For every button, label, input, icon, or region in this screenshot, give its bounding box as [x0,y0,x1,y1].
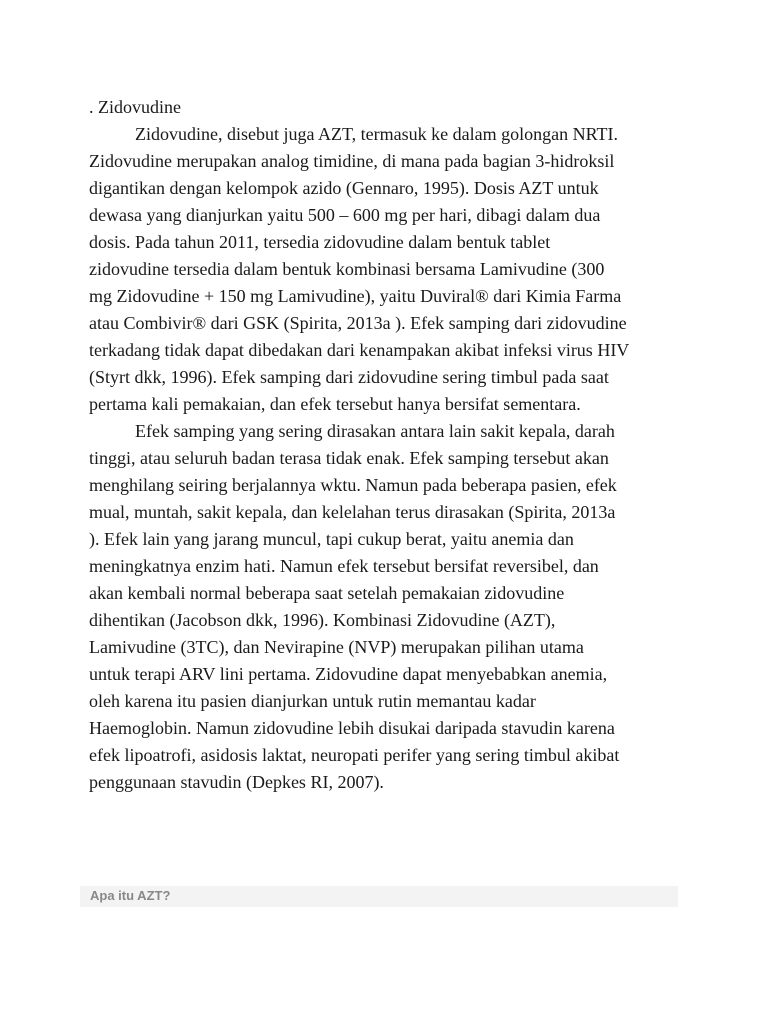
paragraph-2: Efek samping yang sering dirasakan antara lain sakit kepala, darah tinggi, atau seluruh badan terasa tidak enak. Efek samping tersebut akan menghilang seiring berjalannya wktu. Namun pada beberapa pasien, efek mual, muntah, sakit kepala, dan kelelahan terus dirasakan (Spirita, 2013a ). Efek lain yang jarang muncul, tapi cukup berat, yaitu anemia dan meningkatnya enzim hati. Namun efek tersebut bersifat reversibel, dan akan kembali normal beberapa saat setelah pemakaian zidovudine dihentikan (Jacobson dkk, 1996). Kombinasi Zidovudine (AZT), Lamivudine (3TC), dan Nevirapine (NVP) merupakan pilihan utama untuk terapi ARV lini pertama. Zidovudine dapat menyebabkan anemia, oleh karena itu pasien dianjurkan untuk rutin memantau kadar Haemoglobin. Namun zidovudine lebih disukai daripada stavudin karena efek lipoatrofi, asidosis laktat, neuropati perifer yang sering timbul akibat penggunaan stavudin (Depkes RI, 2007). [89,421,620,792]
document-body [89,94,629,796]
section-heading: . Zidovudine [89,97,181,117]
related-question-link[interactable]: Apa itu AZT? [90,888,171,903]
related-question-bar[interactable] [80,886,678,907]
paragraph-1: Zidovudine, disebut juga AZT, termasuk ke dalam golongan NRTI. Zidovudine merupakan analog timidine, di mana pada bagian 3-hidroksil digantikan dengan kelompok azido (Gennaro, 1995). Dosis AZT untuk dewasa yang dianjurkan yaitu 500 – 600 mg per hari, dibagi dalam dua dosis. Pada tahun 2011, tersedia zidovudine dalam bentuk tablet zidovudine tersedia dalam bentuk kombinasi bersama Lamivudine (300 mg Zidovudine + 150 mg Lamivudine), yaitu Duviral® dari Kimia Farma atau Combivir® dari GSK (Spirita, 2013a ). Efek samping dari zidovudine terkadang tidak dapat dibedakan dari kenampakan akibat infeksi virus HIV (Styrt dkk, 1996). Efek samping dari zidovudine sering timbul pada saat pertama kali pemakaian, dan efek tersebut hanya bersifat sementara. [89,124,629,414]
